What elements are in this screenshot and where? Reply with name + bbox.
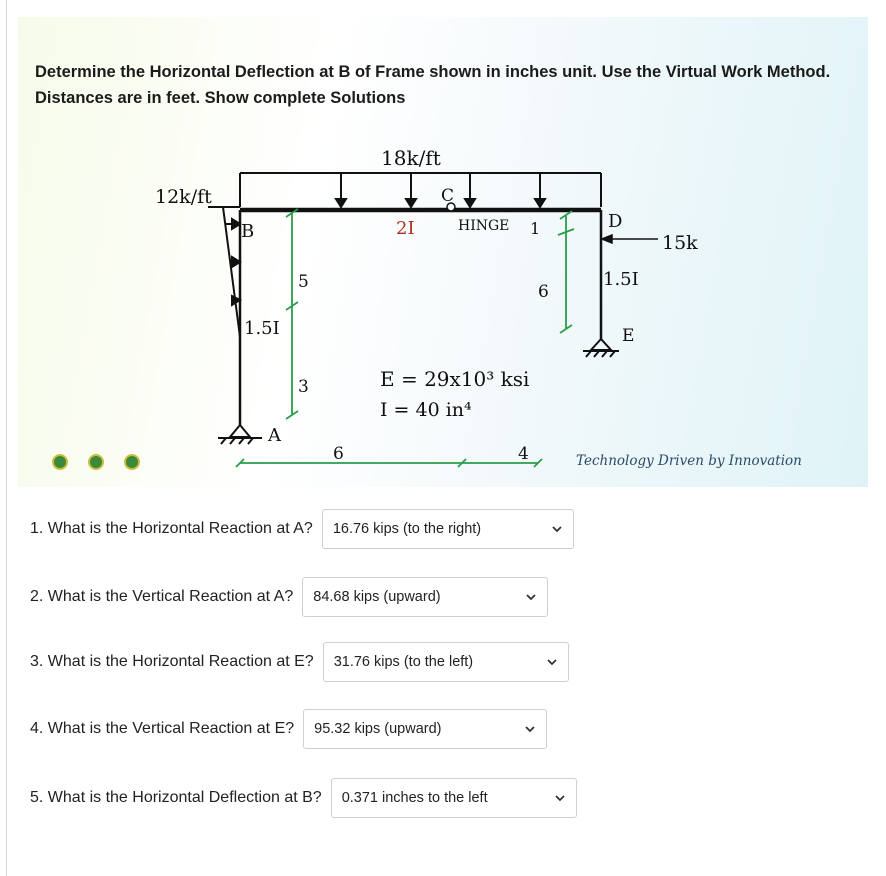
- question-1-label: 1. What is the Horizontal Reaction at A?: [30, 520, 313, 537]
- answer-4-select[interactable]: [303, 709, 547, 749]
- label-12kft: 12k/ft: [155, 186, 212, 208]
- answer-5-select[interactable]: [331, 778, 577, 818]
- answer-1-value: 16.76 kips (to the right): [332, 521, 482, 537]
- frame-diagram: [18, 17, 868, 487]
- answer-3-select[interactable]: [323, 642, 569, 682]
- question-5: [30, 777, 577, 819]
- problem-statement: Determine the Horizontal Deflection at B of Frame shown in inches unit. Use the Virtual Work Method. Distances are in feet. Show complete Solutions: [35, 63, 831, 107]
- label-15k: 15k: [662, 232, 698, 254]
- label-a: A: [268, 425, 281, 446]
- institution-logos: [36, 454, 156, 487]
- label-1: 1: [530, 219, 541, 238]
- label-hinge: HINGE: [458, 218, 510, 234]
- support-e: [591, 339, 611, 350]
- page-left-border: [6, 0, 7, 876]
- problem-image: [18, 17, 868, 487]
- question-4-label: 4. What is the Vertical Reaction at E?: [30, 720, 295, 737]
- question-2-label: 2. What is the Vertical Reaction at A?: [30, 588, 294, 605]
- label-4: 4: [518, 444, 529, 464]
- chevron-down-icon: [524, 723, 536, 735]
- question-1: [30, 508, 574, 550]
- answer-2-select[interactable]: [302, 577, 548, 617]
- label-1-5i-right: 1.5I: [603, 269, 639, 290]
- label-modulus: E = 29x10³ ksi: [380, 367, 530, 391]
- question-3: [30, 641, 569, 683]
- label-5: 5: [298, 272, 309, 292]
- chevron-down-icon: [525, 591, 537, 603]
- question-3-label: 3. What is the Horizontal Reaction at E?: [30, 653, 314, 670]
- chevron-down-icon: [546, 656, 558, 668]
- label-2i: 2I: [396, 218, 415, 239]
- answer-3-value: 31.76 kips (to the left): [333, 654, 474, 670]
- logo-icon: [124, 454, 140, 470]
- label-3: 3: [298, 377, 309, 397]
- logo-icon: [88, 454, 104, 470]
- label-6-bottom: 6: [333, 444, 344, 464]
- answer-2-value: 84.68 kips (upward): [313, 589, 441, 605]
- logo-icon: [52, 454, 68, 470]
- label-c: C: [441, 186, 455, 206]
- label-b: B: [241, 221, 255, 242]
- tagline: Technology Driven by Innovation: [576, 453, 802, 469]
- label-e: E: [622, 326, 635, 346]
- label-18kft: 18k/ft: [381, 146, 441, 170]
- answer-1-select[interactable]: [322, 509, 574, 549]
- chevron-down-icon: [554, 792, 566, 804]
- support-a: [230, 425, 250, 437]
- question-2: [30, 576, 548, 618]
- label-inertia: I = 40 in⁴: [380, 399, 472, 421]
- chevron-down-icon: [551, 523, 563, 535]
- label-6-right: 6: [538, 282, 549, 302]
- question-5-label: 5. What is the Horizontal Deflection at B?: [30, 789, 322, 806]
- answer-5-value: 0.371 inches to the left: [341, 790, 488, 806]
- answer-4-value: 95.32 kips (upward): [314, 721, 442, 737]
- label-d: D: [608, 211, 623, 232]
- question-4: [30, 708, 547, 750]
- label-1-5i-left: 1.5I: [244, 318, 280, 339]
